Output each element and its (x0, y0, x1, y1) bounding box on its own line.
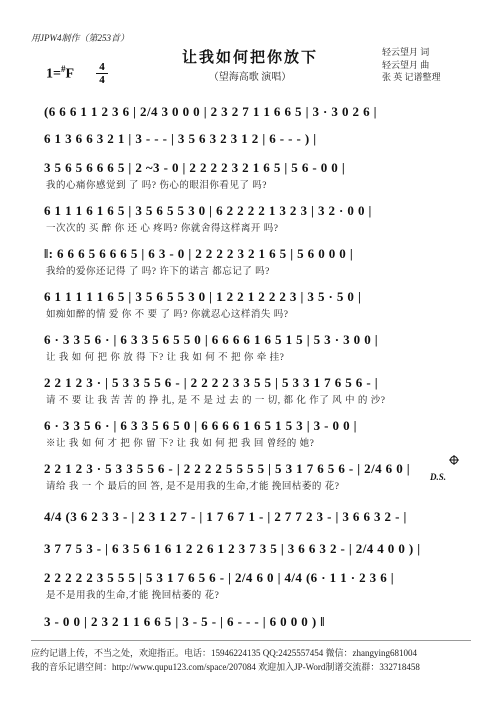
song-title: 让我如何把你放下 (181, 50, 318, 66)
lyric-line: 请给 我 一 个 最后的回 答, 是不是用我的生命,才能 挽回枯萎的 花? (46, 482, 340, 492)
notation-line: 3 - 0 0 | 2 3 2 1 1 6 6 5 | 3 - 5 - | 6 - - - | 6 0 0 0 ) ‖ (44, 614, 325, 629)
lyric-line: 请 不 要 让 我 苦 苦 的 挣 扎, 是 不 是 过 去 的 一 切, 都 化 作了 风 中 的 沙? (46, 396, 386, 406)
lyric-line: 如痴如醉的情 爱 你 不 要 了 吗? 你就忍心这样消失 吗? (46, 310, 289, 320)
notation-line: 4/4 (3 6 2 3 3 - | 2 3 1 2 7 - | 1 7 6 7 1 - | 2 7 7 2 3 - | 3 6 6 3 2 - | (44, 509, 407, 524)
footer-links: 我的音乐记谱空间：http://www.qupu123.com/space/207084 欢迎加入JP-Word制谱交流群：332718458 (31, 662, 420, 672)
notation-line: 6 1 1 1 1 1 6 5 | 3 5 6 5 5 3 0 | 1 2 2 1 2 2 2 3 | 3 5 · 5 0 | (44, 289, 362, 304)
ds-mark: D.S. (430, 472, 447, 482)
lyric-line: 我给的爱你还记得 了 吗? 许下的诺言 都忘记了 吗? (46, 267, 270, 277)
notation-line: 3 7 7 5 3 - | 6 3 5 6 1 6 1 2 2 6 1 2 3 7 3 5 | 3 6 6 3 2 - | 2/4 4 0 0 ) | (44, 541, 421, 556)
lyric-line: 让 我 如 何 把 你 放 得 下? 让 我 如 何 不 把 你 牵 挂? (46, 353, 285, 363)
key-note: F (65, 66, 75, 82)
credits-block (382, 46, 441, 84)
notation-line: 2 2 2 2 2 3 5 5 5 | 5 3 1 7 6 5 6 - | 2/4 6 0 | 4/4 (6 · 1 1 · 2 3 6 | (44, 570, 395, 585)
notation-line: 6 · 3 3 5 6 · | 6 3 3 5 6 5 0 | 6 6 6 6 1 6 5 1 5 3 | 3 - 0 0 | (44, 418, 357, 433)
lyric-line: 一次次的 买 醉 你 还 心 疼吗? 你就舍得这样离开 吗? (46, 224, 279, 234)
arranger-credit: 张 英 记谱整理 (382, 72, 441, 82)
maker-tag: 用JPW4制作（第253首） (31, 33, 129, 43)
footer-divider (31, 640, 471, 641)
footer-contact: 应约记谱上传，不当之处，欢迎指正。电话：15946224135 QQ:2425557454 微信：zhangying681004 (31, 648, 417, 658)
lyric-line: 是不是用我的生命,才能 挽回枯萎的 花? (46, 591, 220, 601)
key-signature (46, 64, 74, 83)
lyric-line: 我的心痛你感觉到 了 吗? 伤心的眼泪你看见了 吗? (46, 181, 267, 191)
notation-line: 6 1 3 6 6 3 2 1 | 3 - - - | 3 5 6 3 2 3 1 2 | 6 - - - ) | (44, 131, 317, 146)
notation-line: 6 · 3 3 5 6 · | 6 3 3 5 6 5 5 0 | 6 6 6 6 1 6 5 1 5 | 5 3 · 3 0 0 | (44, 332, 379, 347)
notation-line: ‖: 6 6 6 5 6 6 6 5 | 6 3 - 0 | 2 2 2 2 3 2 1 6 5 | 5 6 0 0 0 | (44, 246, 354, 261)
meter-top: 4 (99, 61, 105, 73)
notation-line: 6 1 1 1 6 1 6 5 | 3 5 6 5 5 3 0 | 6 2 2 2 2 1 3 2 3 | 3 2 · 0 0 | (44, 203, 372, 218)
notation-line: 2 2 1 2 3 · | 5 3 3 5 5 6 - | 2 2 2 2 3 3 5 5 | 5 3 3 1 7 6 5 6 - | (44, 375, 378, 390)
notation-line: 3 5 6 5 6 6 6 5 | 2 ~3 - 0 | 2 2 2 2 3 2 1 6 5 | 5 6 - 0 0 | (44, 160, 346, 175)
performer-subtitle: （望海高歌 演唱） (208, 72, 292, 83)
meter-bottom: 4 (99, 74, 105, 86)
key-prefix: 1= (46, 66, 61, 82)
lyricist-credit: 轻云望月 词 (382, 47, 430, 57)
time-signature (96, 62, 108, 85)
notation-line: (6 6 6 1 1 2 3 6 | 2/4 3 0 0 0 | 2 3 2 7 1 1 6 6 5 | 3 · 3 0 2 6 | (44, 104, 377, 119)
notation-line: 2 2 1 2 3 · 5 3 3 5 5 6 - | 2 2 2 2 5 5 5 5 | 5 3 1 7 6 5 6 - | 2/4 6 0 | (44, 461, 411, 476)
key-sharp: # (60, 64, 66, 74)
lyric-line: ※让 我 如 何 才 把 你 留 下? 让 我 如 何 把 我 回 曾经的 她? (46, 439, 315, 449)
composer-credit: 轻云望月 曲 (382, 59, 430, 70)
segno-icon (449, 455, 459, 465)
